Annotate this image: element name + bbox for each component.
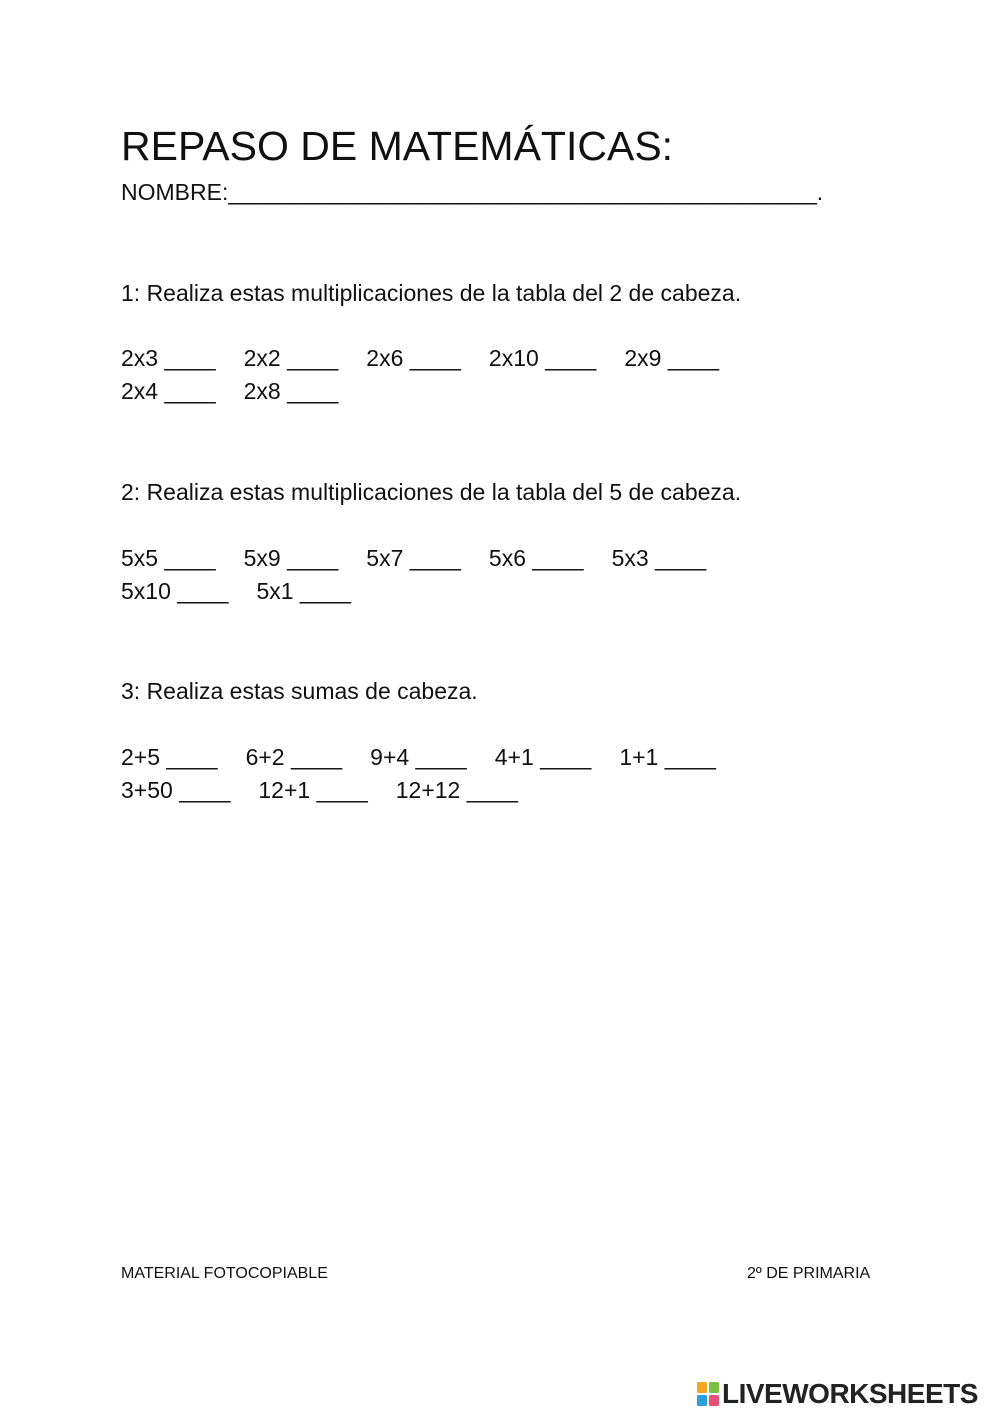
exercise-item: 2x4 ____ — [121, 378, 216, 404]
section-2-instruction: 2: Realiza estas multiplicaciones de la tabla del 5 de cabeza. — [121, 479, 742, 505]
name-field-line: NOMBRE:______________________________________________. — [121, 179, 824, 205]
exercise-item: 12+1 ____ — [258, 777, 368, 803]
exercise-item: 9+4 ____ — [370, 744, 467, 770]
section-3-line-1 — [121, 742, 744, 772]
exercise-item: 12+12 ____ — [395, 777, 518, 803]
section-2-line-1 — [121, 543, 734, 573]
exercise-item: 2x6 ____ — [366, 345, 461, 371]
exercise-item: 2x9 ____ — [624, 345, 719, 371]
logo-block-4 — [709, 1395, 719, 1406]
section-3-instruction: 3: Realiza estas sumas de cabeza. — [121, 678, 478, 704]
exercise-item: 5x3 ____ — [611, 545, 707, 571]
worksheet-title: REPASO DE MATEMÁTICAS: — [121, 123, 674, 169]
exercise-item: 3+50 ____ — [121, 777, 231, 803]
exercise-item: 6+2 ____ — [245, 744, 343, 770]
section-3-line-2 — [121, 775, 546, 805]
section-1-line-1 — [121, 343, 747, 373]
liveworksheets-brand — [697, 1378, 978, 1410]
liveworksheets-wordmark: LIVEWORKSHEETS — [722, 1378, 978, 1409]
exercise-item: 5x7 ____ — [366, 545, 461, 571]
section-2-line-2 — [121, 576, 379, 606]
section-1-instruction: 1: Realiza estas multiplicaciones de la tabla del 2 de cabeza. — [121, 280, 742, 306]
exercise-item: 2x8 ____ — [243, 378, 339, 404]
logo-block-2 — [709, 1382, 719, 1393]
exercise-item: 5x1 ____ — [256, 578, 352, 604]
exercise-item: 2x10 ____ — [488, 345, 597, 371]
logo-block-1 — [697, 1382, 707, 1393]
liveworksheets-logo-icon — [697, 1382, 719, 1406]
exercise-item: 1+1 ____ — [619, 744, 716, 770]
section-1-line-2 — [121, 376, 366, 406]
exercise-item: 5x6 ____ — [488, 545, 584, 571]
footer-right-text: 2º DE PRIMARIA — [747, 1265, 871, 1282]
footer-left-text: MATERIAL FOTOCOPIABLE — [121, 1265, 328, 1282]
logo-block-3 — [697, 1395, 707, 1406]
exercise-item: 4+1 ____ — [494, 744, 592, 770]
exercise-item: 2x3 ____ — [121, 345, 216, 371]
exercise-item: 5x10 ____ — [121, 578, 229, 604]
exercise-item: 5x5 ____ — [121, 545, 216, 571]
exercise-item: 5x9 ____ — [243, 545, 339, 571]
exercise-item: 2x2 ____ — [243, 345, 339, 371]
exercise-item: 2+5 ____ — [121, 744, 218, 770]
